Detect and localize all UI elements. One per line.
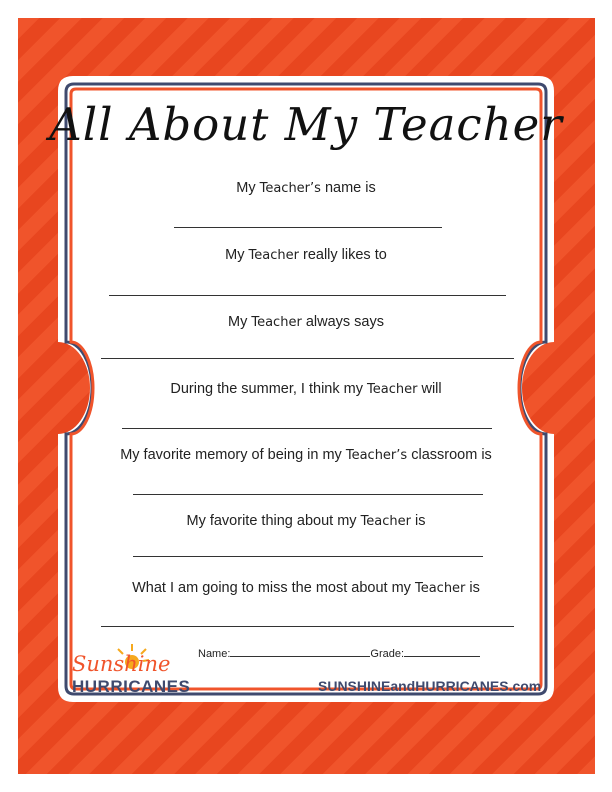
website-url[interactable]: SUNSHINEandHURRICANES.com <box>318 678 542 694</box>
grade-label: Grade: <box>370 648 405 660</box>
prompt-teacher-likes: My Teacher really likes to <box>225 247 387 263</box>
answer-line-miss-most[interactable] <box>101 626 514 627</box>
page-title: All About My Teacher <box>49 98 563 151</box>
grade-blank[interactable] <box>404 646 480 657</box>
answer-line-teacher-says[interactable] <box>101 358 514 359</box>
name-blank[interactable] <box>230 646 370 657</box>
name-label: Name: <box>198 648 231 660</box>
prompt-miss-most: What I am going to miss the most about my Teacher is <box>132 580 480 596</box>
answer-line-favorite-thing[interactable] <box>133 556 483 557</box>
prompt-teacher-summer: During the summer, I think my Teacher will <box>170 381 442 397</box>
prompt-teacher-says: My Teacher always says <box>228 314 384 330</box>
answer-line-favorite-memory[interactable] <box>133 494 483 495</box>
answer-line-teacher-name[interactable] <box>174 227 442 228</box>
name-field[interactable] <box>198 646 480 660</box>
logo-sunshine: Sunshine <box>72 652 171 676</box>
answer-line-teacher-likes[interactable] <box>109 295 506 296</box>
prompt-favorite-thing: My favorite thing about my Teacher is <box>186 513 426 529</box>
logo-hurricanes: HURRICANES <box>72 677 191 696</box>
prompt-favorite-memory: My favorite memory of being in my Teacher’s classroom is <box>120 447 492 463</box>
prompt-teacher-name: My Teacher’s name is <box>236 180 376 196</box>
answer-line-teacher-summer[interactable] <box>122 428 492 429</box>
